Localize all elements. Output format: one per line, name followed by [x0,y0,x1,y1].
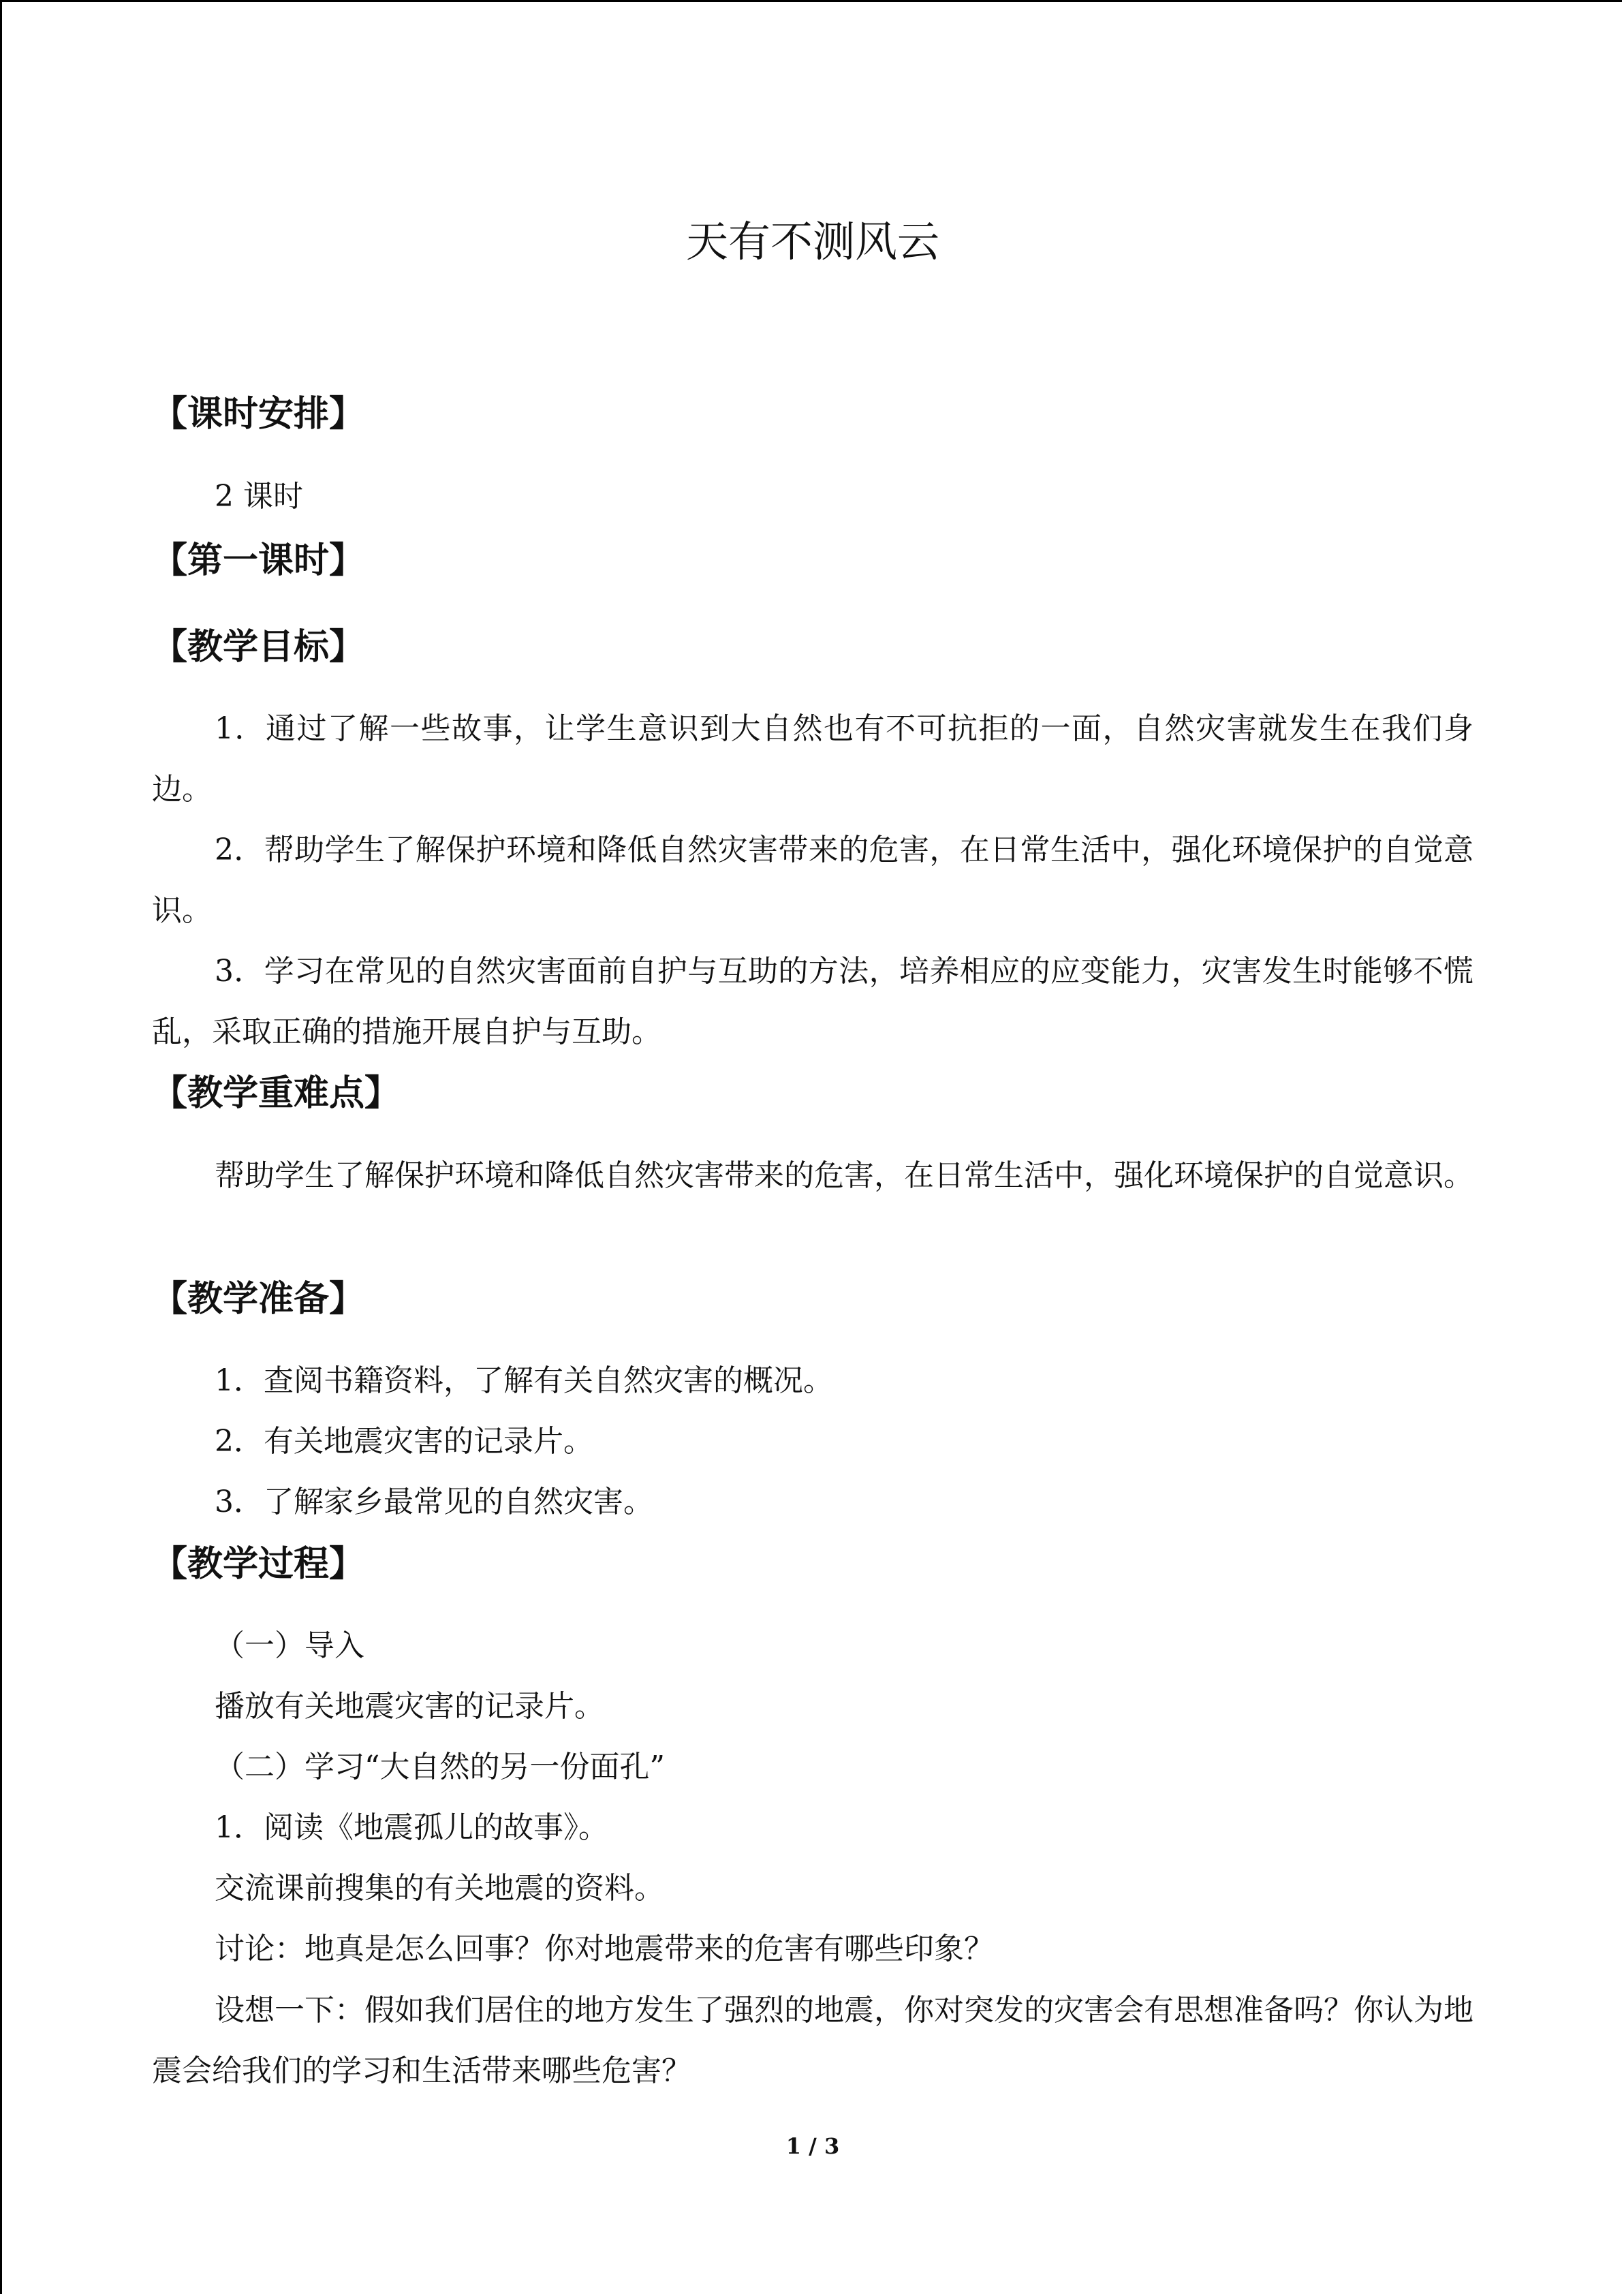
prep-item-3: 3．了解家乡最常见的自然灾害。 [215,1485,653,1519]
document-title: 天有不测风云 [685,217,939,266]
prep-item-1: 1．查阅书籍资料，了解有关自然灾害的概况。 [215,1363,833,1398]
goal-item-1: 1．通过了解一些故事，让学生意识到大自然也有不可抗拒的一面，自然灾害就发生在我们身边。 [152,711,1473,807]
heading-keypoints: 【教学重难点】 [152,1073,401,1114]
process-item-7: 设想一下：假如我们居住的地方发生了强烈的地震，你对突发的灾害会有思想准备吗？你认为地震会给我们的学习和生活带来哪些危害？ [152,1993,1473,2088]
goal-item-2: 2．帮助学生了解保护环境和降低自然灾害带来的危害，在日常生活中，强化环境保护的自觉意识。 [152,833,1473,928]
page-number: 1 / 3 [785,2133,840,2159]
heading-preparation: 【教学准备】 [152,1279,365,1320]
document-page [152,2,1473,2296]
goal-item-3: 3．学习在常见的自然灾害面前自护与互助的方法，培养相应的应变能力，灾害发生时能够不慌乱，采取正确的措施开展自护与互助。 [152,954,1473,1049]
keypoints-text: 帮助学生了解保护环境和降低自然灾害带来的危害，在日常生活中，强化环境保护的自觉意识。 [215,1158,1473,1193]
heading-goals: 【教学目标】 [152,627,365,668]
prep-item-2: 2．有关地震灾害的记录片。 [215,1424,593,1459]
heading-process: 【教学过程】 [152,1544,365,1585]
process-item-1: （一）导入 [215,1628,364,1663]
schedule-text: 2 课时 [215,479,303,514]
process-item-5: 交流课前搜集的有关地震的资料。 [215,1871,664,1906]
process-item-4: 1．阅读《地震孤儿的故事》。 [215,1810,608,1845]
process-item-6: 讨论：地真是怎么回事？你对地震带来的危害有哪些印象？ [215,1932,994,1966]
heading-schedule: 【课时安排】 [152,394,365,435]
heading-first-lesson: 【第一课时】 [152,540,365,581]
process-item-2: 播放有关地震灾害的记录片。 [215,1689,604,1724]
process-item-3: （二）学习“大自然的另一份面孔” [215,1750,665,1784]
